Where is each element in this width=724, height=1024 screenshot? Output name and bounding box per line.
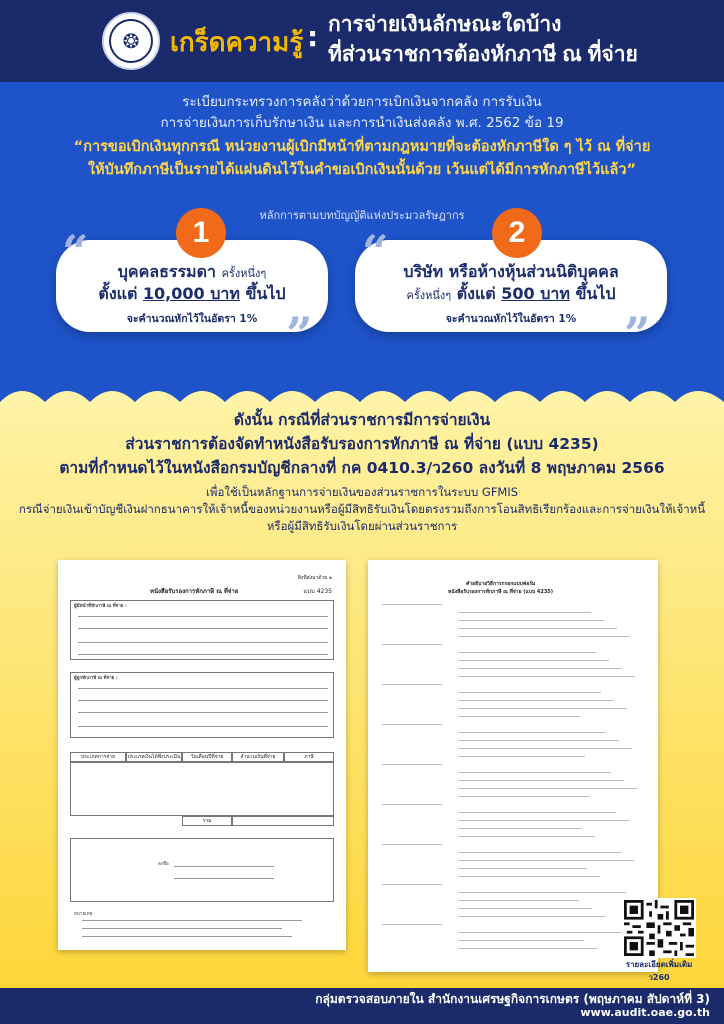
case2-rate: จะคำนวณหักไว้ในอัตรา 1% [445, 313, 577, 325]
qr-code[interactable] [622, 898, 696, 958]
instruction-text-line [458, 692, 601, 693]
case2-number-badge: 2 [492, 208, 542, 258]
instruction-text-line [458, 908, 592, 909]
case2-amount-row [355, 282, 667, 307]
note-line3: หรือผู้มีสิทธิรับเงินโดยผ่านส่วนราชการ [266, 519, 458, 533]
form-instructions-image [368, 560, 658, 972]
form-title: หนังสือรับรองการหักภาษี ณ ที่จ่าย [150, 588, 239, 595]
case1-title-suffix: ครั้งหนึ่งๆ [221, 267, 267, 280]
signature-box [70, 838, 334, 902]
instruction-text-line [382, 844, 442, 845]
instruction-text-line [458, 620, 604, 621]
instruction-text-line [458, 916, 605, 917]
footer-org: กลุ่มตรวจสอบภายใน สำนักงานเศรษฐกิจการเกษตร (พฤษภาคม สัปดาห์ที่ 3) [315, 992, 710, 1006]
instruction-text-line [458, 732, 606, 733]
instruction-text-line [458, 820, 629, 821]
instruction-text-line [458, 948, 597, 949]
instruction-text-line [458, 652, 596, 653]
instruction-text-line [458, 708, 627, 709]
instruction-text-line [458, 772, 611, 773]
table-header-cell: ภาษี [284, 752, 334, 762]
instruction-text-line [382, 604, 442, 605]
instruction-text-line [458, 852, 621, 853]
form-line [78, 688, 328, 689]
instruction-text-line [458, 716, 580, 717]
instruction-text-line [382, 684, 442, 685]
form-line [82, 920, 302, 921]
note-line1: เพื่อใช้เป็นหลักฐานการจ่ายเงินของส่วนราชการในระบบ GFMIS [205, 485, 519, 499]
remarks-label: หมายเหตุ [74, 912, 93, 917]
conclusion-line2: ส่วนราชการต้องจัดทำหนังสือรับรองการหักภาษี ณ ที่จ่าย (แบบ 4235) [125, 435, 599, 453]
instruction-text-line [382, 924, 442, 925]
instruction-text-line [458, 612, 591, 613]
conclusion-line3: ตามที่กำหนดไว้ในหนังสือกรมบัญชีกลางที่ กค 0410.3/ว260 ลงวันที่ 8 พฤษภาคม 2566 [59, 459, 665, 477]
brand-title: เกร็ดความรู้ [170, 27, 304, 57]
instruction-text-line [458, 812, 616, 813]
case2-from: ตั้งแต่ [456, 284, 496, 303]
payee-label: ผู้ถูกหักภาษี ณ ที่จ่าย : [74, 676, 118, 681]
payer-box [70, 600, 334, 660]
case2-title-suffix: ครั้งหนึ่งๆ [406, 289, 452, 302]
regulation-quote [20, 136, 704, 182]
case2-amount: 500 บาท [501, 284, 570, 303]
form-line [82, 928, 282, 929]
case1-rate: จะคำนวณหักไว้ในอัตรา 1% [126, 313, 258, 325]
instruction-text-line [458, 892, 626, 893]
instruction-text-line [458, 756, 585, 757]
form-line [78, 712, 328, 713]
principle-caption: หลักการตามบทบัญญัติแห่งประมวลรัษฎากร [259, 209, 465, 222]
instruction-text-line [458, 788, 637, 789]
form-number: แบบ 4235 [303, 588, 332, 595]
table-header-cell: ประเภทการจ่าย [70, 752, 126, 762]
regulation-line1: ระเบียบกระทรวงการคลังว่าด้วยการเบิกเงินจากคลัง การรับเงิน [182, 94, 542, 110]
form-line [78, 700, 328, 701]
scallop-divider [0, 380, 724, 410]
table-total-label: รวม [182, 816, 232, 826]
instruction-text-line [458, 940, 584, 941]
conclusion-line1: ดังนั้น กรณีที่ส่วนราชการมีการจ่ายเงิน [233, 411, 491, 429]
case1-amount: 10,000 บาท [142, 284, 240, 303]
form-line [82, 936, 292, 937]
table-header-cell: จำนวนเงินที่จ่าย [232, 752, 284, 762]
oae-logo [102, 12, 160, 70]
form-line [78, 726, 328, 727]
form-4235-image [58, 560, 346, 950]
header-title [328, 10, 638, 70]
instruction-text-line [458, 628, 617, 629]
instruction-text-line [458, 876, 600, 877]
instruction-text-line [458, 860, 634, 861]
payee-box [70, 672, 334, 738]
instructions-title: คำอธิบายวิธีการกรอกแบบฟอร์ม [466, 581, 536, 587]
instruction-text-line [458, 740, 619, 741]
instruction-text-line [382, 724, 442, 725]
header-title-line2: ที่ส่วนราชการต้องหักภาษี ณ ที่จ่าย [328, 43, 638, 66]
payer-label: ผู้มีหน้าที่หักภาษี ณ ที่จ่าย : [74, 604, 127, 609]
quote-line2: ให้บันทึกภาษีเป็นรายได้แผ่นดินไว้ในคำขอเบิกเงินนั้นด้วย เว้นแต่ได้มีการหักภาษีไว้แล้ว” [87, 162, 637, 178]
form-line [174, 878, 274, 879]
qr-code-icon [624, 900, 694, 956]
case1-from: ตั้งแต่ [98, 284, 138, 303]
instruction-text-line [458, 676, 635, 677]
table-body [70, 762, 334, 816]
case2-title: บริษัท หรือห้างหุ้นส่วนนิติบุคคล [403, 262, 619, 281]
form-line [78, 654, 328, 655]
case2-up: ขึ้นไป [575, 284, 616, 303]
instruction-text-line [458, 796, 590, 797]
instruction-text-line [458, 780, 624, 781]
form-line [174, 866, 274, 867]
form-line [78, 628, 328, 629]
form-line [78, 642, 328, 643]
conclusion-text [0, 408, 724, 480]
regulation-line2: การจ่ายเงินการเก็บรักษาเงิน และการนำเงินส่งคลัง พ.ศ. 2562 ข้อ 19 [160, 115, 564, 131]
instruction-text-line [382, 884, 442, 885]
close-quote-icon: ” [286, 307, 313, 361]
instruction-text-line [458, 932, 631, 933]
qr-caption: รายละเอียดเพิ่มเติม ว260 [625, 960, 693, 982]
header-colon: : [307, 20, 319, 53]
header-title-line1: การจ่ายเงินลักษณะใดบ้าง [328, 13, 562, 36]
instruction-text-line [458, 660, 609, 661]
signer-label: ลงชื่อ [158, 862, 169, 867]
case1-number-badge: 1 [176, 208, 226, 258]
instruction-text-line [382, 804, 442, 805]
conclusion-note [0, 484, 724, 535]
case1-title: บุคคลธรรมดา [117, 262, 216, 281]
instruction-text-line [458, 636, 630, 637]
table-header-cell: ประเภทเงินได้พึงประเมิน [127, 754, 181, 760]
table-header-cell: วันเดือนปีที่จ่าย [182, 752, 232, 762]
total-cell [232, 816, 334, 826]
form-attach-label: สิ่งที่ส่งมาด้วย ๑ [297, 575, 332, 581]
form-line [78, 616, 328, 617]
footer-website-link[interactable]: www.audit.oae.go.th [580, 1006, 710, 1019]
emblem-icon: ❂ [109, 19, 153, 63]
instruction-text-line [458, 868, 587, 869]
quote-line1: “การขอเบิกเงินทุกกรณี หน่วยงานผู้เบิกมีหน้าที่ตามกฎหมายที่จะต้องหักภาษีใด ๆ ไว้ ณ ที่จ่าย [73, 139, 651, 155]
instruction-text-line [458, 748, 632, 749]
instruction-text-line [458, 900, 579, 901]
regulation-text [0, 92, 724, 134]
instructions-subtitle: หนังสือรับรองการหักภาษี ณ ที่จ่าย (แบบ 4235) [448, 589, 554, 595]
close-quote-icon: ” [624, 307, 651, 361]
case1-up: ขึ้นไป [245, 284, 286, 303]
instruction-text-line [382, 764, 442, 765]
case1-amount-row [56, 282, 328, 307]
open-quote-icon: “ [362, 225, 389, 279]
instruction-text-line [458, 700, 614, 701]
instruction-text-line [458, 668, 622, 669]
open-quote-icon: “ [62, 225, 89, 279]
instruction-text-line [458, 836, 595, 837]
instruction-text-line [382, 644, 442, 645]
note-line2: กรณีจ่ายเงินเข้าบัญชีเงินฝากธนาคารให้เจ้าหนี้ของหน่วยงานหรือผู้มีสิทธิรับเงินโดยตรงรวมถึงการโอนสิทธิเรียกร้องและการจ่ายเงินให้เจ้าหนี้ [18, 502, 706, 516]
instruction-text-line [458, 828, 582, 829]
